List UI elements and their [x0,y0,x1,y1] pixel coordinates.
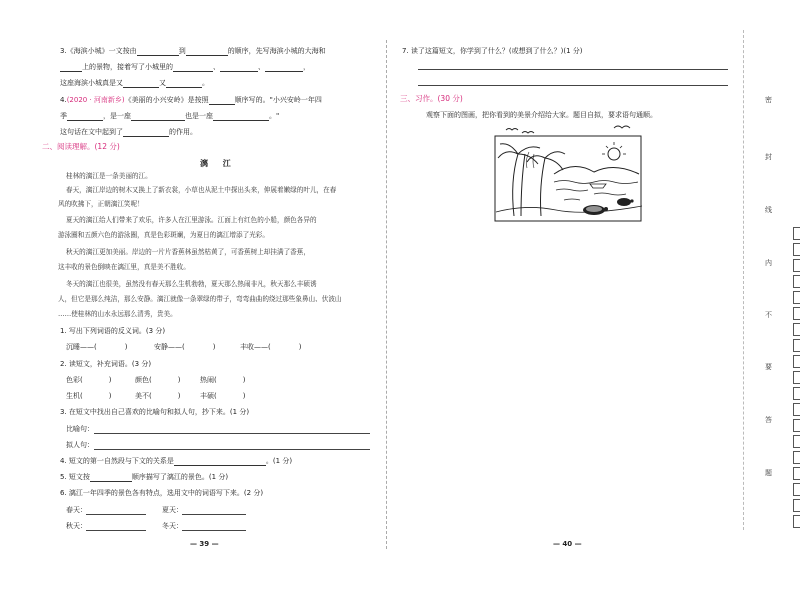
hill-icon [554,166,639,174]
grid-cell[interactable] [793,403,800,416]
seal-label: 要 [765,363,772,371]
page-number: — 39 — [190,540,219,548]
blank[interactable] [67,112,103,121]
passage-line: 冬天的漓江也很美，虽然没有春天那么生机勃勃，夏天那么热闹非凡，秋天那么丰硕诱 [66,280,317,288]
word-fill-item: 热闹( ) [200,376,246,384]
grid-row [793,307,800,320]
grid-row [793,323,800,336]
grid-row [793,259,800,272]
passage-line: 夏天的漓江给人们带来了欢乐，许多人在江里游泳。江面上有红色的小船，颜色各异的 [66,216,317,224]
grid-row [793,275,800,288]
answer-line[interactable] [94,433,370,434]
question-4-line-1: 4.(2020 · 河南新乡)《美丽的小兴安岭》是按照 顺序写的。"小兴安岭一年四 [60,96,322,104]
seal-label: 答 [765,416,772,424]
source-tag: (2020 · 河南新乡) [66,96,125,104]
personification-label: 拟人句： [66,441,94,449]
grid-row [793,499,800,512]
reading-question-4: 4. 短文的第一自然段与下文的关系是 。(1 分) [60,457,293,465]
question-3-line-1: 3.《海滨小城》一文按由 到 的顺序，先写海滨小城的大海和 [60,47,326,55]
grid-cell[interactable] [793,451,800,464]
blank[interactable] [137,47,179,56]
grid-row [793,451,800,464]
reading-question-1: 1. 写出下列词语的反义词。(3 分) [60,327,166,335]
grid-cell[interactable] [793,355,800,368]
passage-line: 人，但它是那么纯洁，那么安静。漓江就像一条翠绿的带子，弯弯曲曲的绕过那些象鼻山、伏波山 [58,295,342,303]
section-3-heading: 三、习作。(30 分) [400,94,463,103]
blank[interactable] [123,79,159,88]
grid-cell[interactable] [793,419,800,432]
grid-cell[interactable] [793,499,800,512]
answer-line[interactable] [418,85,728,86]
blank[interactable] [209,96,235,105]
grid-row [793,339,800,352]
grid-row [793,243,800,256]
grid-cell[interactable] [793,467,800,480]
grid-cell[interactable] [793,259,800,272]
word-fill-item: 美不( ) [135,392,181,400]
blank[interactable] [174,457,266,466]
right-page [390,0,800,589]
answer-line[interactable] [86,514,146,515]
reading-question-5: 5. 短文按 顺序描写了漓江的景色。(1 分) [60,473,229,481]
question-4-line-2: 季 ，是一座 也是一座 。" [60,112,280,120]
grid-row [793,387,800,400]
antonym-item: 沉睡——( ) [66,343,128,351]
writing-instruction: 观察下面的图画，把你看到的美景介绍给大家。题目自拟，要求语句通顺。 [426,111,657,119]
question-3-line-2: 上的景物，接着写了小城里的 、 、 ， [60,62,310,72]
section-2-heading: 二、阅读理解。(12 分) [42,142,120,151]
season-label-winter: 冬天： [162,522,183,530]
shore-icon [496,206,642,212]
grid-row [793,227,800,240]
seal-label: 题 [765,469,772,477]
grid-cell[interactable] [793,515,800,528]
grid-row [793,371,800,384]
question-3-line-3: 这座海滨小城真是又 又 。 [60,79,209,87]
binding-line [743,30,744,530]
turtle-icon [583,205,608,215]
seal-label: 密 [765,96,772,104]
seal-label: 线 [765,206,772,214]
blank[interactable] [265,63,303,72]
answer-line[interactable] [418,69,728,70]
simile-label: 比喻句： [66,425,94,433]
blank[interactable] [131,112,185,121]
season-label-autumn: 秋天： [66,522,87,530]
passage-line: 秋天的漓江更加美丽。岸边的一片片香蕉林虽然枯黄了，可香蕉树上却挂满了香蕉， [66,248,310,256]
grid-cell[interactable] [793,227,800,240]
grid-cell[interactable] [793,483,800,496]
bird-icon [506,129,518,131]
answer-line[interactable] [182,530,246,531]
seal-label: 封 [765,153,772,161]
passage-line: 这丰收的景色倒映在漓江里，真是美不胜收。 [58,263,190,271]
grid-row [793,355,800,368]
blank[interactable] [186,47,228,56]
reading-question-2: 2. 读短文，补充词语。(3 分) [60,360,152,368]
answer-line[interactable] [94,449,370,450]
passage-line: 风的吹拂下，正朝漓江笑呢！ [58,200,144,208]
word-fill-item: 颜色( ) [135,376,181,384]
antonym-item: 丰收——( ) [240,343,302,351]
reading-question-7: 7. 读了这篇短文，你学到了什么？(或想到了什么？)(1 分) [402,47,583,55]
water-icon [554,181,638,201]
boat-icon [590,184,606,188]
season-label-spring: 春天： [66,506,87,514]
grid-row [793,435,800,448]
grid-cell[interactable] [793,243,800,256]
grid-cell[interactable] [793,435,800,448]
grid-row [793,515,800,528]
answer-line[interactable] [86,530,146,531]
antonym-item: 安静——( ) [154,343,216,351]
passage-line: 游泳圈和五颜六色的游泳圈，真是色彩斑斓，为夏日的漓江增添了光彩。 [58,231,269,239]
grid-cell[interactable] [793,387,800,400]
grid-row [793,483,800,496]
grid-cell[interactable] [793,339,800,352]
word-fill-item: 生机( ) [66,392,112,400]
page-number: — 40 — [553,540,582,548]
bird-icon [614,126,630,128]
passage-line: ……使桂林的山水永远那么清秀，贵美。 [58,310,177,318]
reading-question-3: 3. 在短文中找出自己喜欢的比喻句和拟人句，抄下来。(1 分) [60,408,250,416]
grid-cell[interactable] [793,323,800,336]
grid-row [793,467,800,480]
word-fill-item: 色彩( ) [66,376,112,384]
bird-icon [522,132,534,134]
page-divider [386,40,387,549]
left-page [0,0,390,589]
grid-row [793,403,800,416]
grid-cell[interactable] [793,307,800,320]
composition-grid[interactable] [793,227,800,531]
grid-row [793,291,800,304]
blank[interactable] [90,473,132,482]
seal-label: 内 [765,259,772,267]
passage-line: 春天，漓江岸边的树木又换上了新衣裳，小草也从泥土中探出头来，伸展着嫩绿的叶儿，在春 [66,186,337,194]
blank[interactable] [166,79,202,88]
grid-row [793,419,800,432]
palm-tree-icon [498,144,565,216]
blank[interactable] [220,63,258,72]
seal-label: 不 [765,311,772,319]
passage-line: 桂林的漓江是一条美丽的江。 [66,172,152,180]
answer-line[interactable] [182,514,246,515]
blank[interactable] [173,63,213,72]
sun-icon [608,148,620,160]
passage-title: 漓 江 [200,159,237,168]
blank[interactable] [123,128,169,137]
season-label-summer: 夏天： [162,506,183,514]
word-fill-item: 丰硕( ) [200,392,246,400]
grid-cell[interactable] [793,371,800,384]
grid-cell[interactable] [793,291,800,304]
blank[interactable] [213,112,269,121]
landscape-illustration [494,124,642,222]
grid-cell[interactable] [793,275,800,288]
blank[interactable] [60,63,82,72]
reading-question-6: 6. 漓江一年四季的景色各有特点，选用文中的词语写下来。(2 分) [60,489,264,497]
question-4-line-3: 这句话在文中起到了 的作用。 [60,128,197,136]
turtle-icon [617,198,634,206]
